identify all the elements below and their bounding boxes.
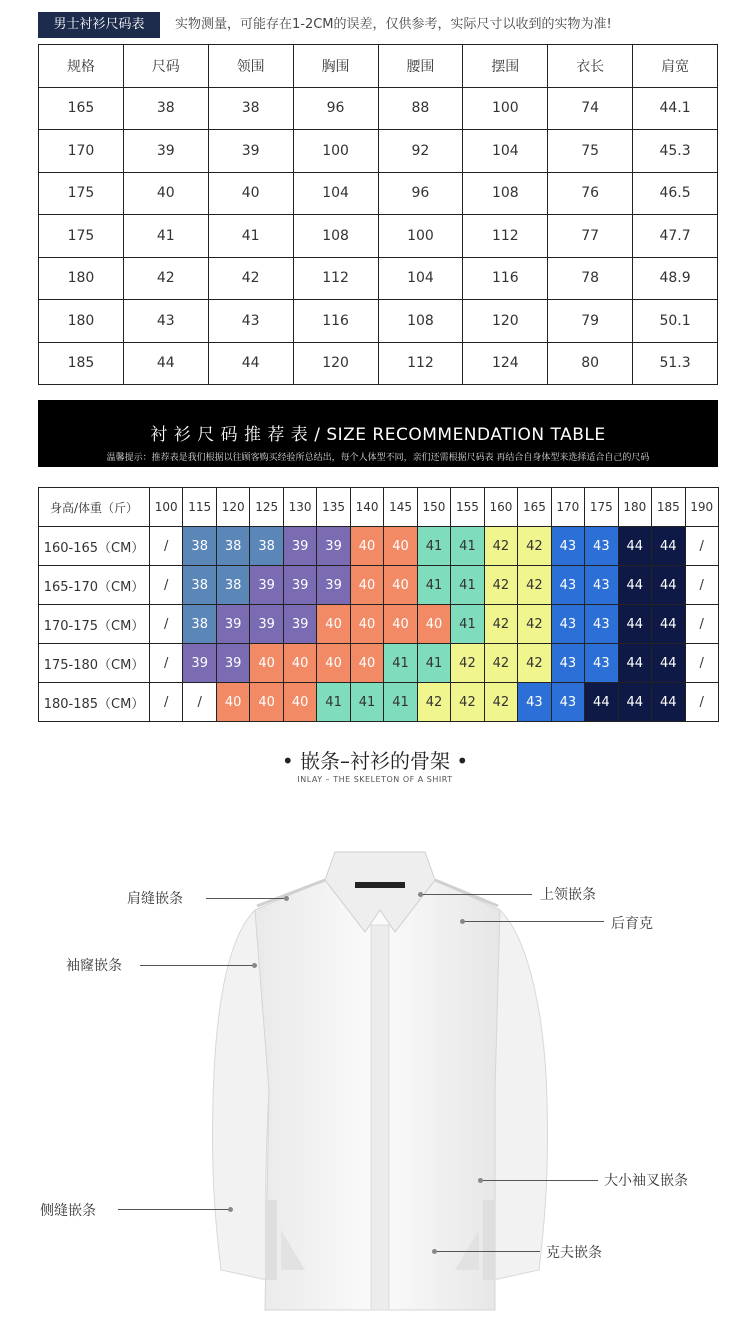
size-cell: 43	[551, 566, 584, 605]
column-header: 腰围	[378, 45, 463, 88]
empty-cell: /	[150, 605, 183, 644]
right-sleeve	[491, 910, 548, 1280]
table-cell: 44	[123, 342, 208, 385]
size-cell: 43	[551, 644, 584, 683]
size-cell: 40	[384, 566, 417, 605]
table-cell: 88	[378, 87, 463, 130]
table-row	[39, 172, 718, 215]
size-cell: 41	[417, 566, 450, 605]
table-cell: 112	[378, 342, 463, 385]
weight-header: 140	[350, 488, 383, 527]
callout-side-seam: 侧缝嵌条	[40, 1203, 96, 1219]
size-cell: 39	[216, 605, 249, 644]
table-cell: 42	[123, 257, 208, 300]
weight-header: 185	[652, 488, 685, 527]
column-header: 摆围	[463, 45, 548, 88]
table-cell: 80	[548, 342, 633, 385]
weight-header: 115	[183, 488, 216, 527]
size-cell: 39	[250, 605, 283, 644]
table-cell: 96	[293, 87, 378, 130]
table-cell: 108	[463, 172, 548, 215]
callout-dot	[460, 919, 465, 924]
table-cell: 175	[39, 215, 124, 258]
table-row	[39, 215, 718, 258]
table-cell: 76	[548, 172, 633, 215]
header	[38, 12, 718, 38]
table-cell: 104	[378, 257, 463, 300]
size-cell: 38	[216, 527, 249, 566]
size-cell: 43	[518, 683, 551, 722]
size-cell: 40	[350, 605, 383, 644]
size-cell: 40	[250, 644, 283, 683]
size-cell: 43	[585, 566, 618, 605]
weight-header: 165	[518, 488, 551, 527]
table-cell: 51.3	[633, 342, 718, 385]
table-cell: 100	[463, 87, 548, 130]
size-cell: 39	[317, 527, 350, 566]
table-cell: 108	[378, 300, 463, 343]
size-cell: 43	[551, 527, 584, 566]
table-cell: 108	[293, 215, 378, 258]
column-header: 规格	[39, 45, 124, 88]
size-cell: 42	[484, 644, 517, 683]
size-cell: 39	[183, 644, 216, 683]
callout-dot	[418, 892, 423, 897]
column-header: 肩宽	[633, 45, 718, 88]
table-cell: 43	[123, 300, 208, 343]
table-row	[39, 342, 718, 385]
empty-cell: /	[685, 566, 718, 605]
size-cell: 38	[183, 566, 216, 605]
callout-sleeve-seam: 袖窿嵌条	[66, 958, 122, 974]
table-row	[39, 527, 719, 566]
weight-header: 130	[283, 488, 316, 527]
size-cell: 40	[384, 527, 417, 566]
size-cell: 41	[384, 644, 417, 683]
size-cell: 43	[585, 605, 618, 644]
right-cuff	[483, 1200, 495, 1280]
callout-dot	[252, 963, 257, 968]
callout-dot	[432, 1249, 437, 1254]
size-cell: 40	[283, 683, 316, 722]
size-chart-badge: 男士衬衫尺码表	[38, 12, 160, 38]
inlay-subtitle: INLAY – THE SKELETON OF A SHIRT	[297, 775, 453, 784]
size-cell: 39	[283, 566, 316, 605]
table-cell: 104	[463, 130, 548, 173]
weight-header: 120	[216, 488, 249, 527]
empty-cell: /	[150, 566, 183, 605]
measurement-note: 实物测量，可能存在1-2CM的误差，仅供参考，实际尺寸以收到的实物为准!	[175, 17, 612, 32]
table-cell: 170	[39, 130, 124, 173]
size-cell: 42	[518, 605, 551, 644]
size-cell: 39	[283, 605, 316, 644]
callout-line	[140, 965, 254, 966]
table-cell: 180	[39, 300, 124, 343]
weight-header: 160	[484, 488, 517, 527]
size-cell: 42	[518, 644, 551, 683]
table-row	[39, 566, 719, 605]
height-label: 180-185（CM）	[39, 683, 150, 722]
size-table-header	[39, 45, 718, 88]
callout-line	[462, 921, 604, 922]
size-cell: 40	[283, 644, 316, 683]
table-cell: 180	[39, 257, 124, 300]
table-cell: 43	[208, 300, 293, 343]
size-cell: 41	[417, 527, 450, 566]
size-cell: 38	[216, 566, 249, 605]
table-cell: 100	[378, 215, 463, 258]
size-cell: 44	[585, 683, 618, 722]
size-cell: 41	[451, 605, 484, 644]
column-header: 领围	[208, 45, 293, 88]
size-cell: 40	[350, 644, 383, 683]
size-cell: 44	[618, 683, 651, 722]
callout-line	[434, 1251, 540, 1252]
size-cell: 42	[518, 566, 551, 605]
weight-header: 100	[150, 488, 183, 527]
size-cell: 43	[551, 683, 584, 722]
table-cell: 120	[463, 300, 548, 343]
weight-header: 145	[384, 488, 417, 527]
callout-line	[480, 1180, 598, 1181]
size-cell: 42	[484, 527, 517, 566]
table-row	[39, 87, 718, 130]
size-cell: 44	[618, 566, 651, 605]
size-cell: 42	[484, 605, 517, 644]
weight-header-row	[39, 488, 719, 527]
size-cell: 44	[652, 566, 685, 605]
table-cell: 74	[548, 87, 633, 130]
table-cell: 47.7	[633, 215, 718, 258]
size-cell: 39	[317, 566, 350, 605]
size-cell: 41	[384, 683, 417, 722]
size-cell: 41	[451, 527, 484, 566]
size-cell: 44	[618, 605, 651, 644]
callout-sleeve-placket: 大小袖叉嵌条	[604, 1173, 688, 1189]
table-cell: 45.3	[633, 130, 718, 173]
table-cell: 40	[208, 172, 293, 215]
size-cell: 41	[317, 683, 350, 722]
size-cell: 38	[183, 527, 216, 566]
table-cell: 165	[39, 87, 124, 130]
callout-dot	[228, 1207, 233, 1212]
size-cell: 44	[618, 527, 651, 566]
corner-label: 身高/体重（斤）	[39, 488, 150, 527]
table-cell: 185	[39, 342, 124, 385]
table-cell: 79	[548, 300, 633, 343]
column-header: 衣长	[548, 45, 633, 88]
placket	[371, 925, 389, 1310]
column-header: 胸围	[293, 45, 378, 88]
left-cuff	[265, 1200, 277, 1280]
height-label: 170-175（CM）	[39, 605, 150, 644]
height-label: 160-165（CM）	[39, 527, 150, 566]
size-cell: 40	[317, 644, 350, 683]
callout-cuff: 克夫嵌条	[546, 1245, 602, 1261]
callout-back-yoke: 后育克	[611, 916, 653, 932]
shirt-illustration	[195, 840, 575, 1320]
table-cell: 42	[208, 257, 293, 300]
table-cell: 39	[208, 130, 293, 173]
empty-cell: /	[685, 644, 718, 683]
size-cell: 40	[350, 566, 383, 605]
callout-dot	[284, 896, 289, 901]
empty-cell: /	[685, 683, 718, 722]
recommendation-banner	[38, 400, 718, 467]
table-cell: 96	[378, 172, 463, 215]
weight-header: 175	[585, 488, 618, 527]
table-cell: 50.1	[633, 300, 718, 343]
size-cell: 40	[350, 527, 383, 566]
weight-header: 180	[618, 488, 651, 527]
table-row	[39, 683, 719, 722]
weight-header: 170	[551, 488, 584, 527]
table-cell: 175	[39, 172, 124, 215]
size-cell: 42	[417, 683, 450, 722]
size-cell: 43	[551, 605, 584, 644]
recommendation-table	[38, 487, 719, 722]
size-cell: 38	[250, 527, 283, 566]
empty-cell: /	[150, 527, 183, 566]
height-label: 175-180（CM）	[39, 644, 150, 683]
size-cell: 40	[317, 605, 350, 644]
size-cell: 40	[384, 605, 417, 644]
table-cell: 116	[463, 257, 548, 300]
table-row	[39, 130, 718, 173]
table-cell: 116	[293, 300, 378, 343]
weight-header: 190	[685, 488, 718, 527]
callout-dot	[478, 1178, 483, 1183]
table-row	[39, 257, 718, 300]
table-cell: 92	[378, 130, 463, 173]
table-cell: 38	[123, 87, 208, 130]
size-cell: 42	[451, 683, 484, 722]
column-header: 尺码	[123, 45, 208, 88]
table-cell: 77	[548, 215, 633, 258]
table-cell: 41	[123, 215, 208, 258]
size-cell: 39	[250, 566, 283, 605]
table-cell: 104	[293, 172, 378, 215]
weight-header: 155	[451, 488, 484, 527]
size-cell: 43	[585, 527, 618, 566]
table-row	[39, 644, 719, 683]
size-cell: 40	[250, 683, 283, 722]
table-cell: 120	[293, 342, 378, 385]
empty-cell: /	[150, 644, 183, 683]
table-cell: 44.1	[633, 87, 718, 130]
table-cell: 44	[208, 342, 293, 385]
banner-note: 温馨提示：推荐表是我们根据以往顾客购买经验所总结出，每个人体型不同，亲们还需根据尺码表 再结合自身体型来选择适合自己的尺码	[106, 453, 650, 463]
size-cell: 43	[585, 644, 618, 683]
weight-header: 135	[317, 488, 350, 527]
size-cell: 41	[417, 644, 450, 683]
size-cell: 44	[652, 527, 685, 566]
size-cell: 42	[518, 527, 551, 566]
callout-line	[118, 1209, 230, 1210]
size-cell: 40	[216, 683, 249, 722]
size-cell: 44	[652, 644, 685, 683]
weight-header: 150	[417, 488, 450, 527]
table-cell: 40	[123, 172, 208, 215]
table-cell: 39	[123, 130, 208, 173]
table-cell: 112	[293, 257, 378, 300]
empty-cell: /	[685, 527, 718, 566]
size-cell: 41	[451, 566, 484, 605]
size-table	[38, 44, 718, 385]
empty-cell: /	[150, 683, 183, 722]
size-cell: 41	[350, 683, 383, 722]
table-cell: 124	[463, 342, 548, 385]
size-cell: 42	[484, 683, 517, 722]
banner-title: 衬 衫 尺 码 推 荐 表 / SIZE RECOMMENDATION TABLE	[150, 425, 606, 445]
table-cell: 78	[548, 257, 633, 300]
size-cell: 39	[216, 644, 249, 683]
table-cell: 46.5	[633, 172, 718, 215]
inlay-title: • 嵌条–衬衫的骨架 •	[281, 749, 469, 773]
table-cell: 38	[208, 87, 293, 130]
empty-cell: /	[183, 683, 216, 722]
empty-cell: /	[685, 605, 718, 644]
size-cell: 44	[652, 605, 685, 644]
table-cell: 48.9	[633, 257, 718, 300]
size-cell: 40	[417, 605, 450, 644]
table-cell: 75	[548, 130, 633, 173]
size-cell: 39	[283, 527, 316, 566]
size-cell: 44	[618, 644, 651, 683]
weight-header: 125	[250, 488, 283, 527]
size-cell: 44	[652, 683, 685, 722]
callout-upper-collar: 上领嵌条	[540, 887, 596, 903]
height-label: 165-170（CM）	[39, 566, 150, 605]
size-cell: 42	[451, 644, 484, 683]
callout-line	[206, 898, 286, 899]
size-cell: 38	[183, 605, 216, 644]
callout-shoulder-seam: 肩缝嵌条	[127, 891, 183, 907]
size-cell: 42	[484, 566, 517, 605]
table-cell: 41	[208, 215, 293, 258]
table-cell: 100	[293, 130, 378, 173]
table-cell: 112	[463, 215, 548, 258]
callout-line	[420, 894, 532, 895]
table-row	[39, 605, 719, 644]
table-row	[39, 300, 718, 343]
